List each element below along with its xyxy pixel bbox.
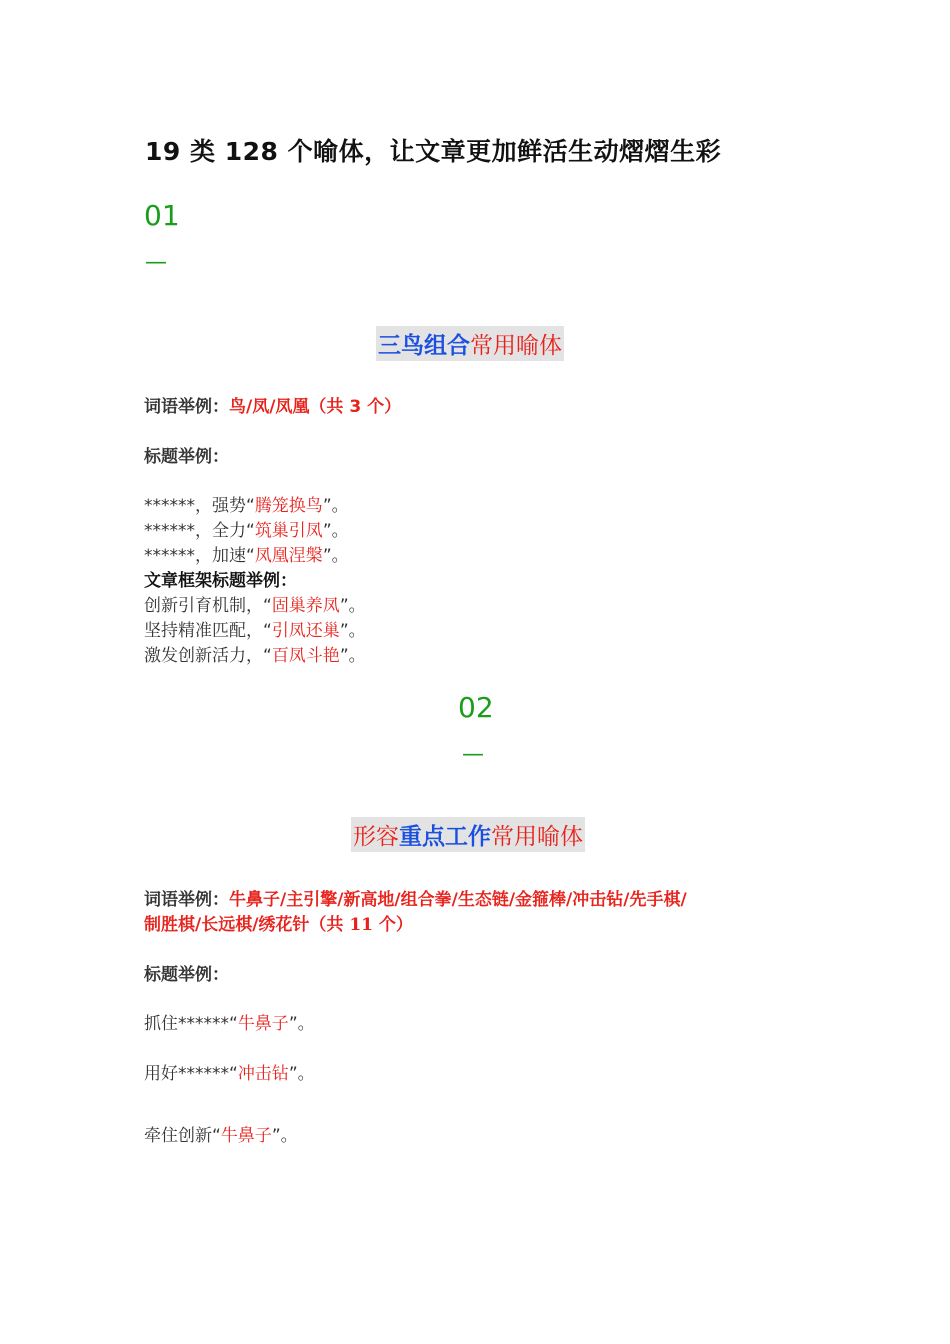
section-dash: — <box>462 742 484 767</box>
heading-pre: 形容 <box>353 824 399 850</box>
example-highlight: 引凤还巢 <box>271 621 340 641</box>
example-text: 用好******“ <box>144 1064 238 1084</box>
section-heading <box>376 326 564 361</box>
example-text: ******，全力“ <box>144 521 255 541</box>
frame-example-item <box>144 641 366 666</box>
word-example-values: 制胜棋/长远棋/绣花针（共 11 个） <box>144 915 413 935</box>
example-text: 激发创新活力，“ <box>144 646 272 666</box>
example-text: ”。 <box>288 1064 315 1084</box>
frame-example-item <box>144 616 366 641</box>
example-text: ”。 <box>339 646 366 666</box>
title-example-label: 标题举例： <box>144 965 229 985</box>
title-example-label: 标题举例： <box>144 447 229 467</box>
word-example-values: 鸟/凤/凤凰（共 3 个） <box>229 397 402 417</box>
frame-example-item <box>144 591 366 616</box>
example-text: ”。 <box>288 1014 315 1034</box>
heading-rest: 常用喻体 <box>491 824 583 850</box>
example-text: 坚持精准匹配，“ <box>144 621 272 641</box>
example-highlight: 凤凰涅槃 <box>254 546 323 566</box>
heading-rest: 常用喻体 <box>470 333 562 359</box>
example-text: 创新引育机制，“ <box>144 596 272 616</box>
example-text: ******，加速“ <box>144 546 255 566</box>
example-text: ”。 <box>271 1126 298 1146</box>
section-number: 01 <box>144 199 180 232</box>
title-example-item <box>144 516 349 541</box>
example-text: 牵住创新“ <box>144 1126 221 1146</box>
example-highlight: 固巢养凤 <box>271 596 340 616</box>
example-text: ”。 <box>339 621 366 641</box>
example-text: ”。 <box>322 521 349 541</box>
example-highlight: 腾笼换鸟 <box>254 496 323 516</box>
example-text: ”。 <box>322 546 349 566</box>
word-example-label: 词语举例： <box>144 890 229 910</box>
word-example-line <box>144 392 401 417</box>
title-example-item <box>144 1009 315 1034</box>
example-highlight: 牛鼻子 <box>237 1014 289 1034</box>
title-example-item <box>144 491 349 516</box>
example-highlight: 百凤斗艳 <box>271 646 340 666</box>
word-example-line <box>144 885 687 910</box>
word-example-values: 牛鼻子/主引擎/新高地/组合拳/生态链/金箍棒/冲击钻/先手棋/ <box>229 890 687 910</box>
title-example-item <box>144 1059 315 1084</box>
example-text: 抓住******“ <box>144 1014 238 1034</box>
heading-bold: 三鸟组合 <box>378 333 470 359</box>
section-heading <box>351 817 585 852</box>
word-example-line <box>144 910 413 935</box>
document-title: 19 类 128 个喻体，让文章更加鲜活生动熠熠生彩 <box>145 137 722 166</box>
heading-bold: 重点工作 <box>399 824 491 850</box>
section-number: 02 <box>458 691 494 724</box>
title-example-item <box>144 1121 298 1146</box>
title-example-item <box>144 541 349 566</box>
frame-example-label: 文章框架标题举例： <box>144 571 297 591</box>
example-text: ******，强势“ <box>144 496 255 516</box>
example-text: ”。 <box>339 596 366 616</box>
example-highlight: 冲击钻 <box>237 1064 289 1084</box>
word-example-label: 词语举例： <box>144 397 229 417</box>
example-highlight: 筑巢引凤 <box>254 521 323 541</box>
section-dash: — <box>145 250 167 275</box>
example-text: ”。 <box>322 496 349 516</box>
example-highlight: 牛鼻子 <box>220 1126 272 1146</box>
